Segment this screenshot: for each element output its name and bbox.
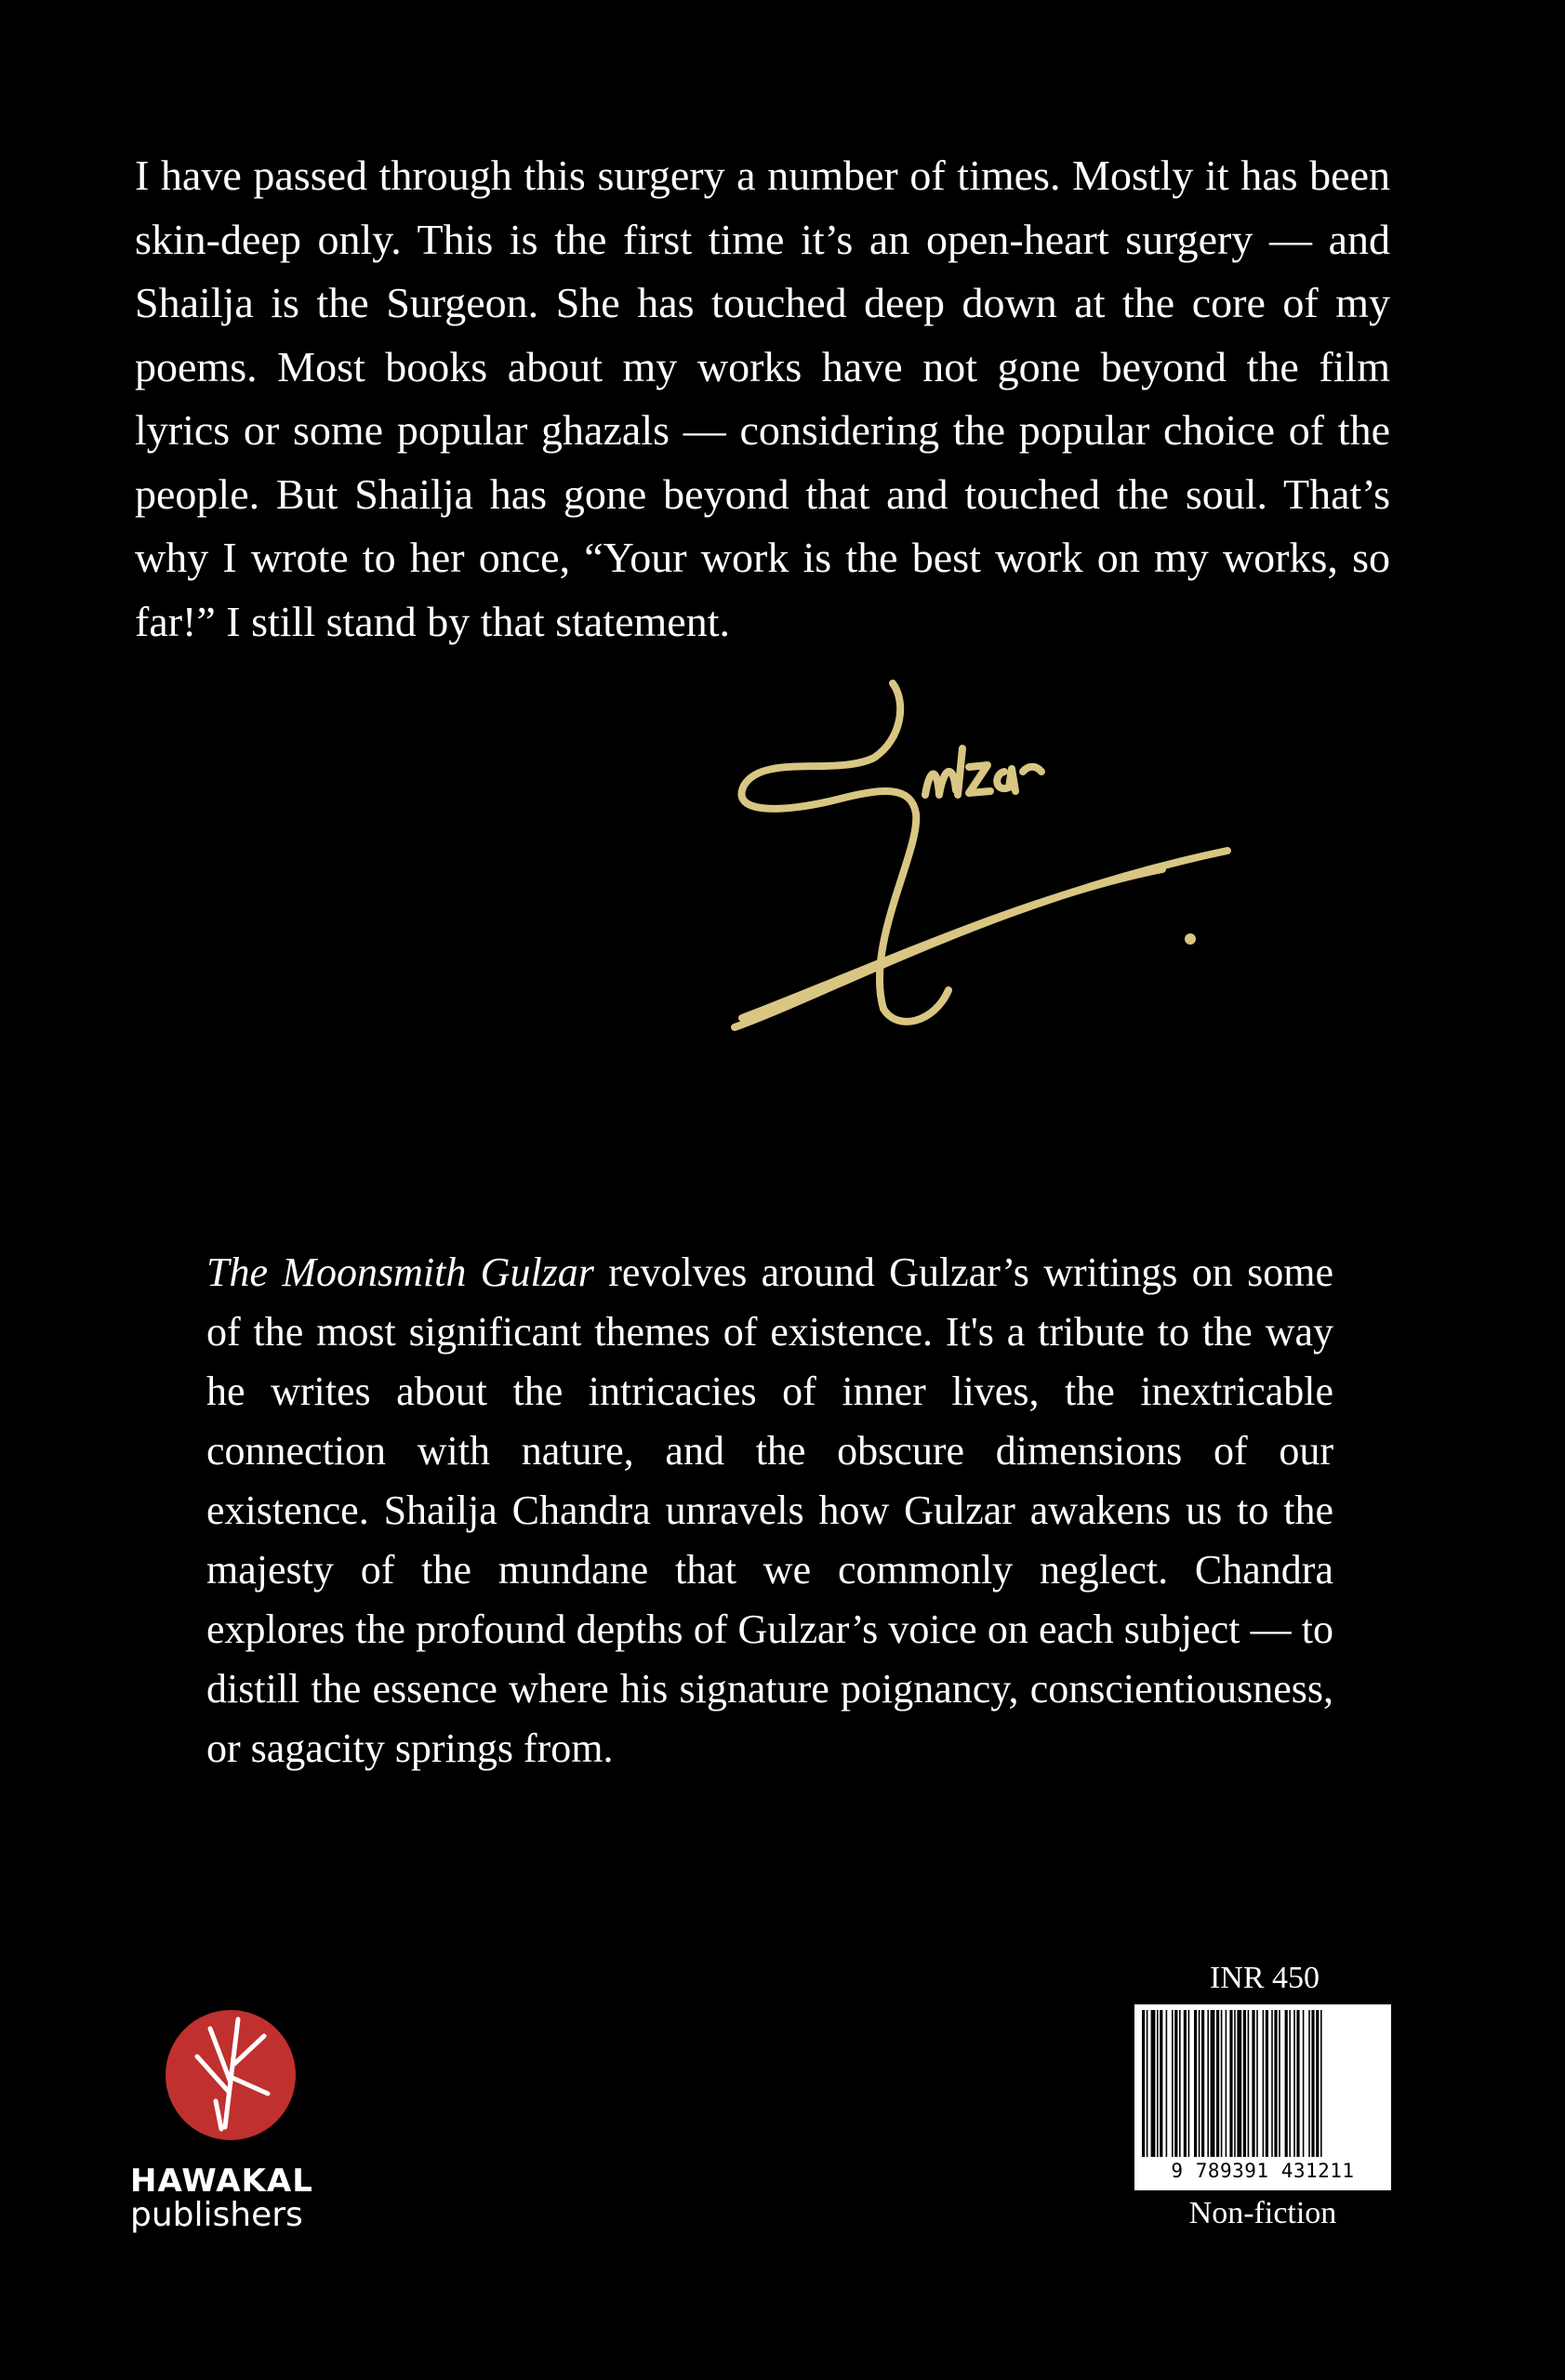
barcode-bar — [1211, 2010, 1215, 2157]
author-quote: I have passed through this surgery a number of times. Mostly it has been skin-deep only. This is the first time it’s an open-heart surgery — and Shailja is the Surgeon. She has touched deep down at the core of my poems. Most books about my works have not gone beyond the film lyrics or some popular ghazals — considering the popular choice of the people. But Shailja has gone beyond that and touched the soul. That’s why I wrote to her once, “Your work is the best work on my works, so far!” I still stand by that statement. — [135, 152, 1390, 645]
barcode-bar — [1293, 2010, 1295, 2157]
barcode-bar — [1174, 2010, 1177, 2157]
barcode-bar — [1147, 2010, 1148, 2157]
barcode-bar — [1237, 2010, 1241, 2157]
barcode-bar — [1263, 2010, 1265, 2157]
barcode-bar — [1172, 2010, 1174, 2157]
barcode-bar — [1229, 2010, 1232, 2157]
barcode-bar — [1266, 2010, 1268, 2157]
barcode-bar — [1160, 2010, 1162, 2157]
barcode-bar — [1252, 2010, 1254, 2157]
barcode-bar — [1279, 2010, 1280, 2157]
publisher-logo — [130, 2008, 335, 2241]
barcode-bar — [1157, 2010, 1159, 2157]
barcode-bar — [1201, 2010, 1204, 2157]
isbn-digits: 9 789391 431211 — [1171, 2160, 1355, 2182]
barcode-bar — [1216, 2010, 1219, 2157]
genre-label: Non-fiction — [1188, 2196, 1337, 2230]
publisher-name: HAWAKAL — [130, 2162, 313, 2200]
barcode-bar — [1243, 2010, 1246, 2157]
barcode-bar — [1184, 2010, 1187, 2157]
barcode-bar — [1179, 2010, 1181, 2157]
barcode-bar — [1316, 2010, 1319, 2157]
isbn-barcode — [1134, 2004, 1391, 2190]
book-description — [206, 1243, 1333, 1778]
barcode-bar — [1303, 2010, 1305, 2157]
barcode-bar — [1296, 2010, 1299, 2157]
barcode-bar — [1256, 2010, 1258, 2157]
barcode-bar — [1194, 2010, 1197, 2157]
hawakal-feather-icon — [164, 2008, 298, 2142]
barcode-bar — [1274, 2010, 1277, 2157]
publisher-subtitle: publishers — [130, 2196, 303, 2234]
barcode-bar — [1234, 2010, 1236, 2157]
description-text: revolves around Gulzar’s writings on some of the most significant themes of existence. It's a tribute to the way he writes about the intricacies of inner lives, the inextricable connection with nature, and the obscure dimensions of our existence. Shailja Chandra unravels how Gulzar awakens us to the majesty of the mundane that we commonly neglect. Chandra explores the profound depths of Gulzar’s voice on each subject — to distill the essence where his signature poignancy, conscientiousness, or sagacity springs from. — [206, 1250, 1333, 1771]
gulzar-signature — [725, 665, 1265, 1064]
barcode-bar — [1308, 2010, 1310, 2157]
barcode-bar — [1226, 2010, 1227, 2157]
barcode-bar — [1320, 2010, 1322, 2157]
barcode-bar — [1248, 2010, 1250, 2157]
barcode-bar — [1166, 2010, 1168, 2157]
barcode-bars — [1140, 2010, 1386, 2157]
barcode-bar — [1199, 2010, 1200, 2157]
barcode-bar — [1142, 2010, 1145, 2157]
barcode-bar — [1311, 2010, 1314, 2157]
barcode-bar — [1188, 2010, 1190, 2157]
barcode-bar — [1207, 2010, 1209, 2157]
barcode-bar — [1289, 2010, 1291, 2157]
barcode-bar — [1151, 2010, 1156, 2157]
barcode-bar — [1285, 2010, 1288, 2157]
barcode-bar — [1221, 2010, 1223, 2157]
price-label: INR 450 — [1209, 1961, 1320, 1995]
book-title: The Moonsmith Gulzar — [206, 1250, 594, 1295]
barcode-bar — [1271, 2010, 1273, 2157]
